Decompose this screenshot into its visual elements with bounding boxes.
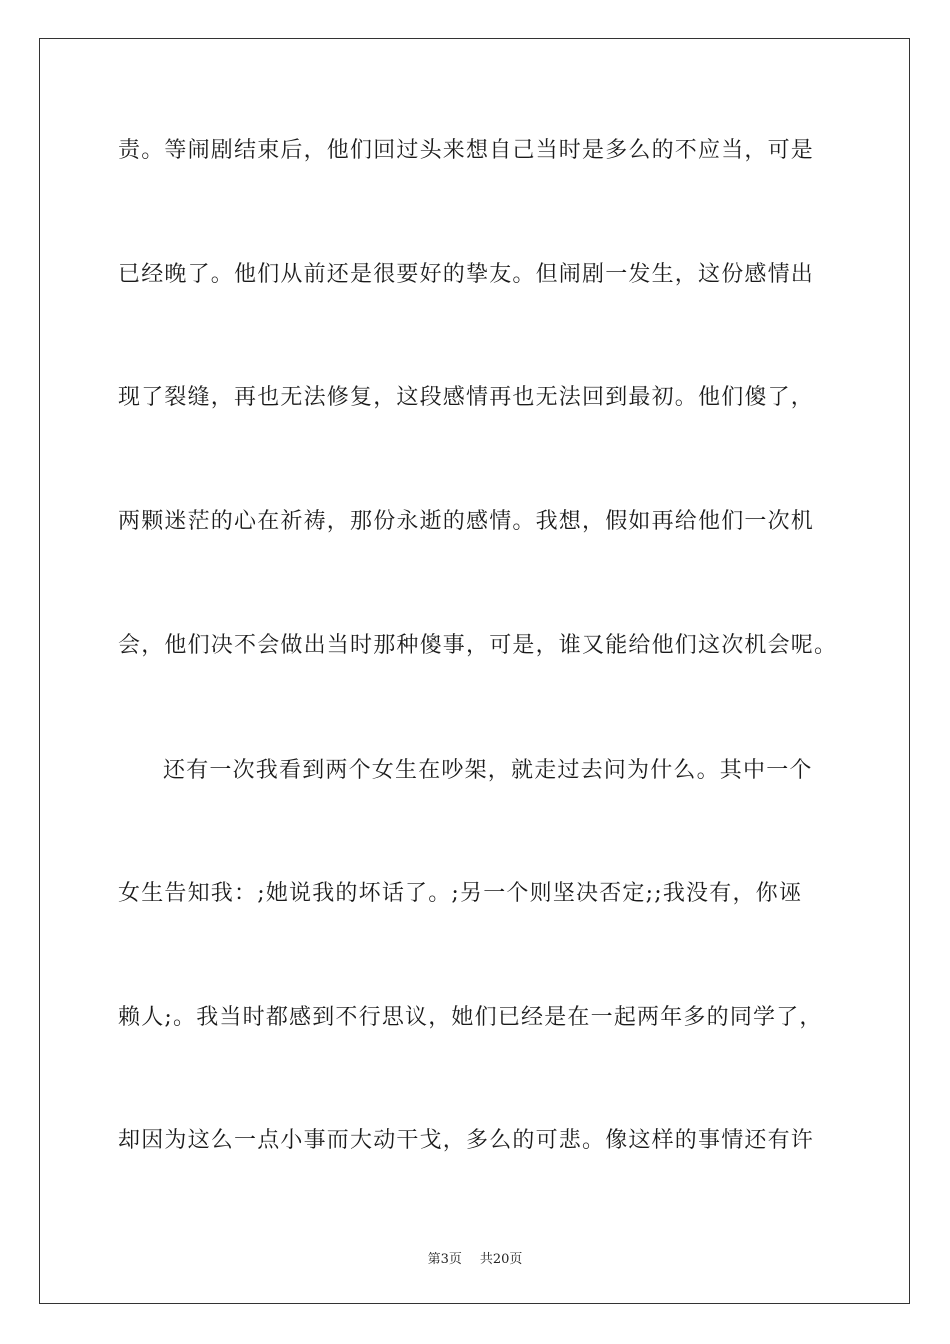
paragraph-start-line: 还有一次我看到两个女生在吵架，就走过去问为什么。其中一个 [163, 758, 813, 783]
text-line-2: 已经晚了。他们从前还是很要好的挚友。但闹剧一发生，这份感情出 [118, 262, 815, 287]
page-footer [0, 1248, 950, 1267]
text-line-5: 会，他们决不会做出当时那种傻事，可是，谁又能给他们这次机会呢。 [118, 633, 838, 658]
text-line-7: 女生告知我：;她说我的坏话了。;另一个则坚决否定;;我没有，你诬 [118, 881, 803, 906]
page-number: 第3页 [427, 1252, 462, 1267]
text-line-9: 却因为这么一点小事而大动干戈，多么的可悲。像这样的事情还有许 [118, 1128, 815, 1153]
text-line-4: 两颗迷茫的心在祈祷，那份永逝的感情。我想，假如再给他们一次机 [118, 509, 815, 534]
text-line-3: 现了裂缝，再也无法修复，这段感情再也无法回到最初。他们傻了， [118, 385, 815, 410]
page-total: 共20页 [479, 1252, 523, 1267]
page-border [39, 38, 910, 1304]
text-line-8: 赖人;。我当时都感到不行思议，她们已经是在一起两年多的同学了， [118, 1005, 823, 1030]
text-line-1: 责。等闹剧结束后，他们回过头来想自己当时是多么的不应当，可是 [118, 138, 815, 163]
